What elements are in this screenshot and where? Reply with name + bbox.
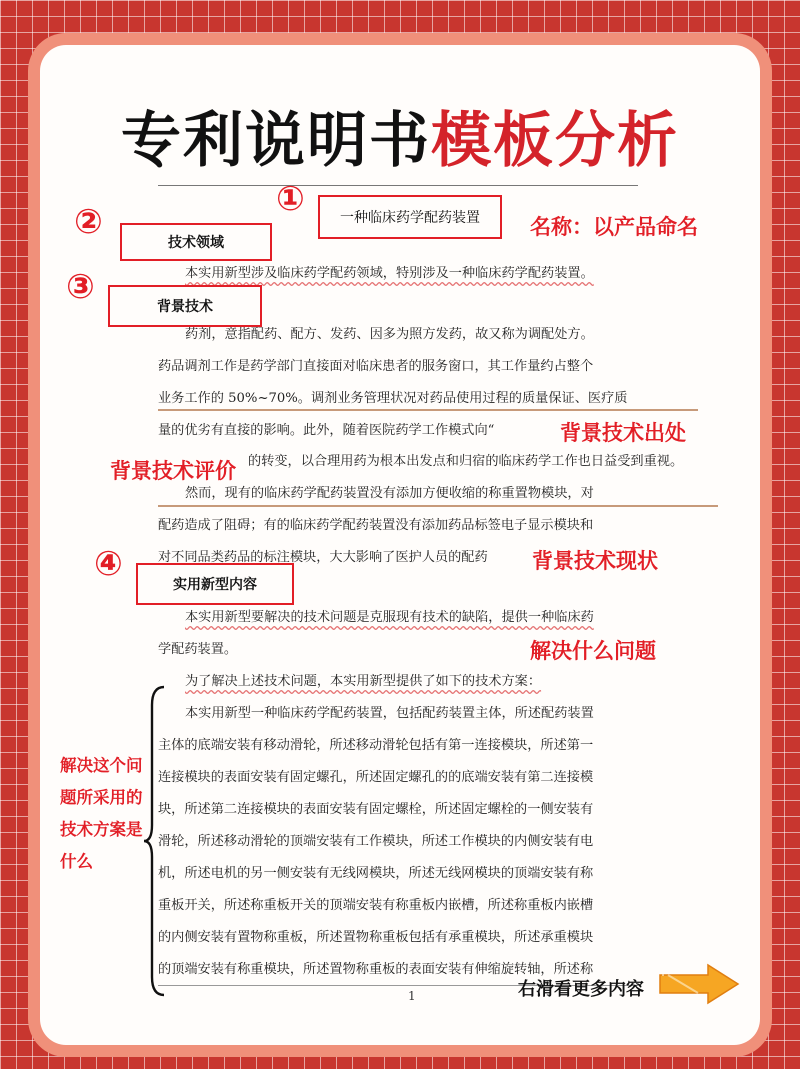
- underline-2: [158, 505, 718, 507]
- section-field: 技术领域: [168, 235, 224, 251]
- page-number: 1: [408, 989, 416, 1003]
- section-utility: 实用新型内容: [173, 577, 257, 593]
- underline-1: [158, 409, 698, 411]
- marker-4: ④: [94, 544, 123, 584]
- utility-line-0: 本实用新型要解决的技术问题是克服现有技术的缺陷，提供一种临床药: [185, 610, 594, 625]
- section-background: 背景技术: [157, 299, 213, 315]
- utility-line-2: 为了解决上述技术问题，本实用新型提供了如下的技术方案：: [185, 674, 542, 689]
- right-arrow-icon: [658, 963, 740, 1005]
- utility-line-6: 块，所述第二连接模块的表面安装有固定螺栓，所述固定螺栓的一侧安装有: [158, 802, 594, 817]
- bg-status-note: 背景技术现状: [532, 549, 658, 573]
- section-field-box: [120, 223, 272, 261]
- document-card: [40, 45, 760, 1045]
- name-note: 名称：以产品命名: [530, 215, 698, 239]
- utility-line-10: 的内侧安装有置物称重板，所述置物称重板包括有承重模块，所述承重模块: [158, 930, 594, 945]
- field-line: 本实用新型涉及临床药学配药领域，特别涉及一种临床药学配药装置。: [185, 266, 594, 281]
- utility-line-5: 连接模块的表面安装有固定螺孔，所述固定螺孔的的底端安装有第二连接模: [158, 770, 594, 785]
- bg-eval-note: 背景技术评价: [110, 459, 236, 483]
- swipe-note: 右滑看更多内容: [518, 979, 644, 1000]
- bg-line-7: 对不同品类药品的标注模块，大大影响了医护人员的配药: [158, 550, 488, 565]
- bg-line-0: 药剂，意指配药、配方、发药、因多为照方发药，故又称为调配处方。: [185, 327, 594, 342]
- title-red: 模板分析: [431, 106, 679, 176]
- bg-line-1: 药品调剂工作是药学部门直接面对临床患者的服务窗口，其工作量约占整个: [158, 359, 594, 374]
- utility-line-3: 本实用新型一种临床药学配药装置，包括配药装置主体，所述配药装置: [185, 706, 594, 721]
- product-name-box: [318, 195, 502, 239]
- field-paragraph: [158, 264, 685, 284]
- utility-line-9: 重板开关，所述称重板开关的顶端安装有称重板内嵌槽，所述称重板内嵌槽: [158, 898, 594, 913]
- bg-line-4: 的转变，以合理用药为根本出发点和归宿的临床药学工作也日益受到重视。: [248, 454, 684, 469]
- bg-line-5: 然而，现有的临床药学配药装置没有添加方便收缩的称重置物模块，对: [185, 486, 594, 501]
- product-name: 一种临床药学配药装置: [340, 210, 480, 226]
- section-utility-box: [136, 563, 294, 605]
- section-background-box: [108, 285, 262, 327]
- bg-source-note: 背景技术出处: [560, 421, 686, 445]
- bg-line-6: 配药造成了阻碍；有的临床药学配药装置没有添加药品标签电子显示模块和: [158, 518, 594, 533]
- utility-line-7: 滑轮，所述移动滑轮的顶端安装有工作模块，所述工作模块的内侧安装有电: [158, 834, 594, 849]
- marker-1: ①: [276, 179, 305, 219]
- utility-line-8: 机，所述电机的另一侧安装有无线网模块，所述无线网模块的顶端安装有称: [158, 866, 594, 881]
- top-rule: [158, 185, 638, 186]
- bg-line-3: 量的优劣有直接的影响。此外，随着医院药学工作模式向“: [158, 423, 495, 438]
- title-black: 专利说明书: [121, 106, 431, 176]
- utility-line-1: 学配药装置。: [158, 642, 238, 657]
- solution-note: 解决这个问题所采用的技术方案是什么: [60, 756, 143, 871]
- utility-line-11: 的顶端安装有称重模块，所述置物称重板的表面安装有伸缩旋转轴，所述称: [158, 962, 594, 977]
- bg-line-2: 业务工作的 50%~70%。调剂业务管理状况对药品使用过程的质量保证、医疗质: [158, 391, 628, 406]
- marker-3: ③: [66, 267, 95, 307]
- problem-note: 解决什么问题: [530, 639, 656, 663]
- marker-2: ②: [74, 202, 103, 242]
- page-title: [40, 93, 760, 179]
- utility-line-4: 主体的底端安装有移动滑轮，所述移动滑轮包括有第一连接模块，所述第一: [158, 738, 594, 753]
